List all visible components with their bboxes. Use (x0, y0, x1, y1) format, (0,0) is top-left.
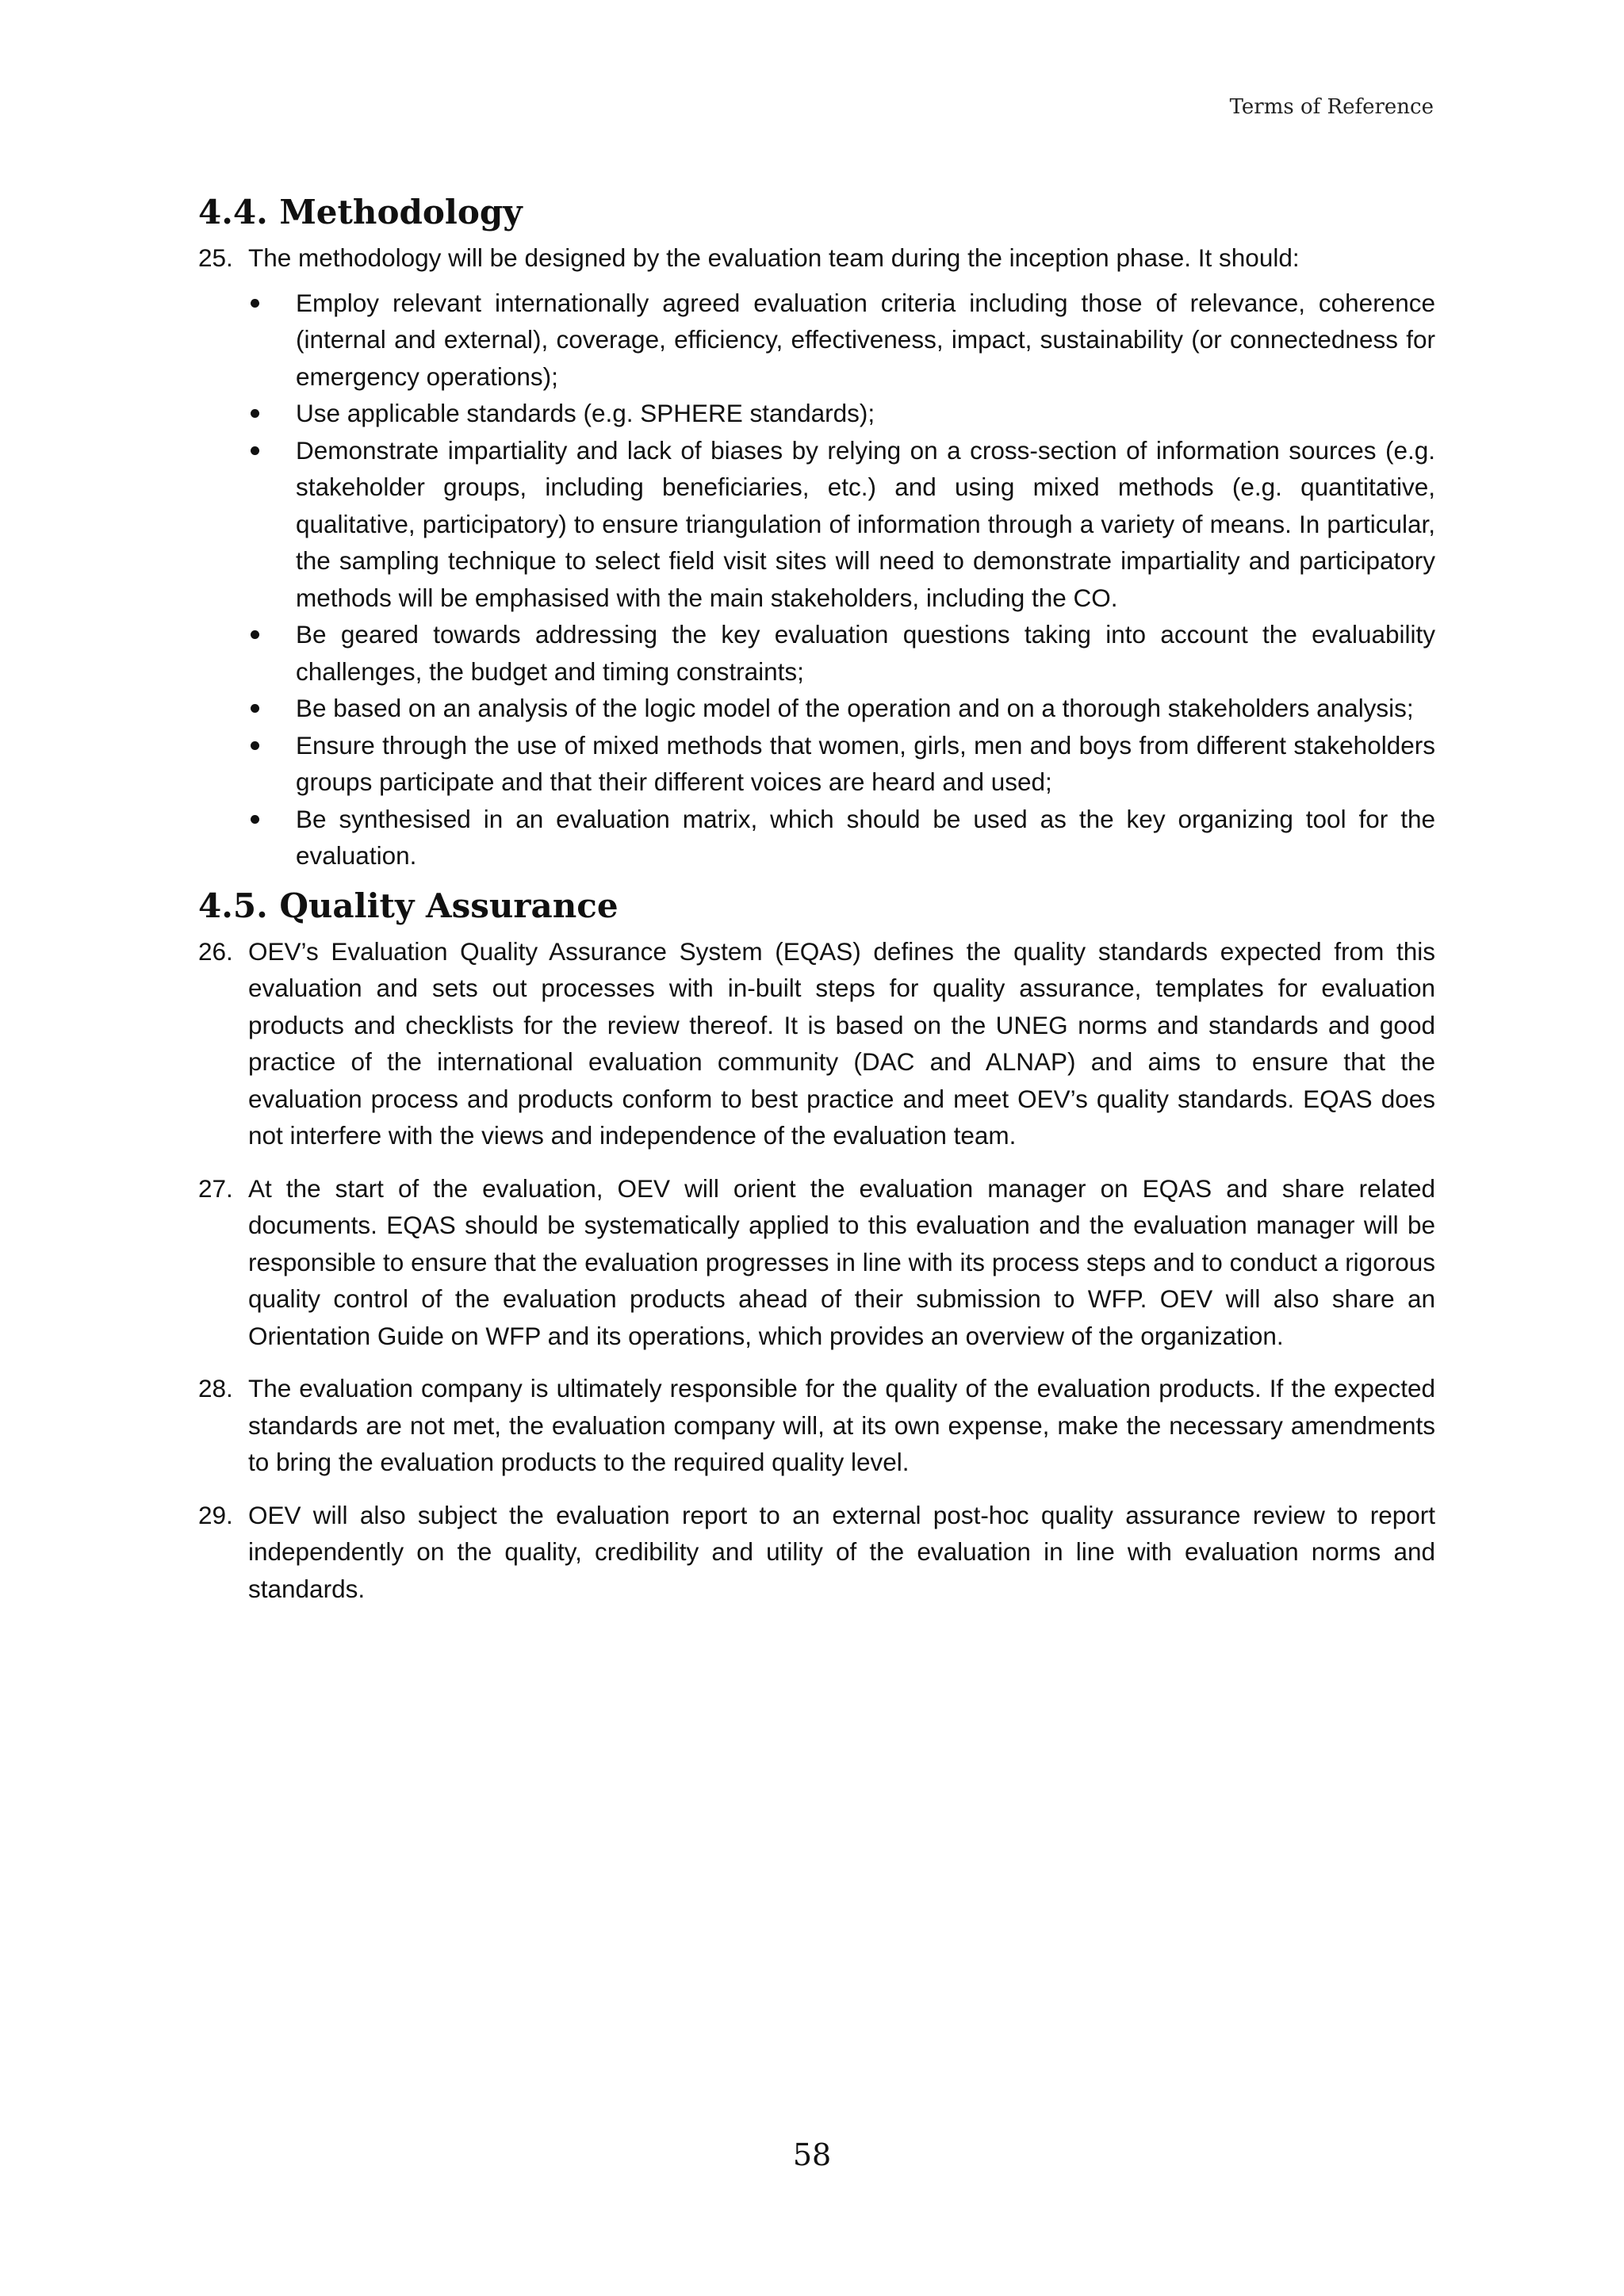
paragraph-29 (198, 1497, 1435, 1608)
paragraph-number: 28. (198, 1374, 233, 1402)
paragraph-number: 27. (198, 1173, 233, 1203)
document-body (198, 192, 1435, 1607)
paragraph-27 (198, 1170, 1435, 1355)
page-number: 58 (792, 2137, 832, 2172)
bullet-item (198, 727, 1435, 801)
paragraph-text: At the start of the evaluation, OEV will orient the evaluation manager on EQAS and share related documents. EQAS should be systematically applied to this evaluation and the evaluation manager will be responsible to ensure that the evaluation progresses in line with its process steps and to conduct a rigorous quality control of the evaluation products ahead of their submission to WFP. OEV will also share an Orientation Guide on WFP and its operations, which provides an overview of the organization. (248, 1173, 1435, 1350)
bullet-text: Demonstrate impartiality and lack of biases by relying on a cross-section of information sources (e.g. stakeholder groups, including beneficiaries, etc.) and using mixed methods (e.g. quantitative, qualitative, participatory) to ensure triangulation of information through a variety of means. In particular, the sampling technique to select field visit sites will need to demonstrate impartiality and participatory methods will be emphasised with the main stakeholders, including the CO. (296, 435, 1435, 612)
bullet-text: Use applicable standards (e.g. SPHERE standards); (296, 399, 875, 427)
methodology-bullet-list (198, 285, 1435, 874)
paragraph-number: 26. (198, 936, 233, 966)
paragraph-25 (198, 239, 1435, 277)
bullet-text: Ensure through the use of mixed methods that women, girls, men and boys from different stakeholders groups participate and that their different voices are heard and used; (296, 730, 1435, 796)
bullet-icon (198, 690, 296, 727)
bullet-item (198, 395, 1435, 432)
paragraph-text: OEV’s Evaluation Quality Assurance System (EQAS) defines the quality standards expected from this evaluation and sets out processes with in-built steps for quality assurance, templates for evaluation products and checklists for the review thereof. It is based on the UNEG norms and standards and good practice of the international evaluation community (DAC and ALNAP) and aims to ensure that the evaluation process and products conform to best practice and meet OEV’s quality standards. EQAS does not interfere with the views and independence of the evaluation team. (248, 936, 1435, 1150)
bullet-icon (198, 727, 296, 801)
paragraph-text: The evaluation company is ultimately responsible for the quality of the evaluation products. If the expected standards are not met, the evaluation company will, at its own expense, make the necessary amendments to bring the evaluation products to the required quality level. (248, 1374, 1435, 1476)
bullet-item (198, 616, 1435, 690)
bullet-icon (198, 285, 296, 396)
bullet-text: Be synthesised in an evaluation matrix, which should be used as the key organizing tool for the evaluation. (296, 804, 1435, 870)
section-heading-methodology: 4.4. Methodology (198, 193, 523, 232)
paragraph-text: OEV will also subject the evaluation report to an external post-hoc quality assurance review to report independently on the quality, credibility and utility of the evaluation in line with evaluation norms and standards. (248, 1500, 1435, 1603)
bullet-icon (198, 801, 296, 874)
bullet-icon (198, 432, 296, 617)
paragraph-text: The methodology will be designed by the evaluation team during the inception phase. It should: (248, 243, 1300, 272)
bullet-item (198, 690, 1435, 727)
section-heading-quality-assurance: 4.5. Quality Assurance (198, 886, 619, 925)
paragraph-number: 25. (198, 243, 233, 272)
bullet-item (198, 432, 1435, 617)
paragraph-number: 29. (198, 1500, 233, 1529)
bullet-text: Be geared towards addressing the key evaluation questions taking into account the evaluability challenges, the budget and timing constraints; (296, 620, 1435, 686)
running-header: Terms of Reference (1229, 95, 1434, 119)
paragraph-28 (198, 1370, 1435, 1481)
bullet-item (198, 801, 1435, 874)
bullet-text: Employ relevant internationally agreed evaluation criteria including those of relevance, coherence (internal and external), coverage, efficiency, effectiveness, impact, sustainability (or connectedness for emergency operations); (296, 288, 1435, 391)
bullet-text: Be based on an analysis of the logic model of the operation and on a thorough stakeholders analysis; (296, 694, 1414, 722)
bullet-item (198, 285, 1435, 396)
bullet-icon (198, 395, 296, 432)
paragraph-26 (198, 933, 1435, 1154)
bullet-icon (198, 616, 296, 690)
